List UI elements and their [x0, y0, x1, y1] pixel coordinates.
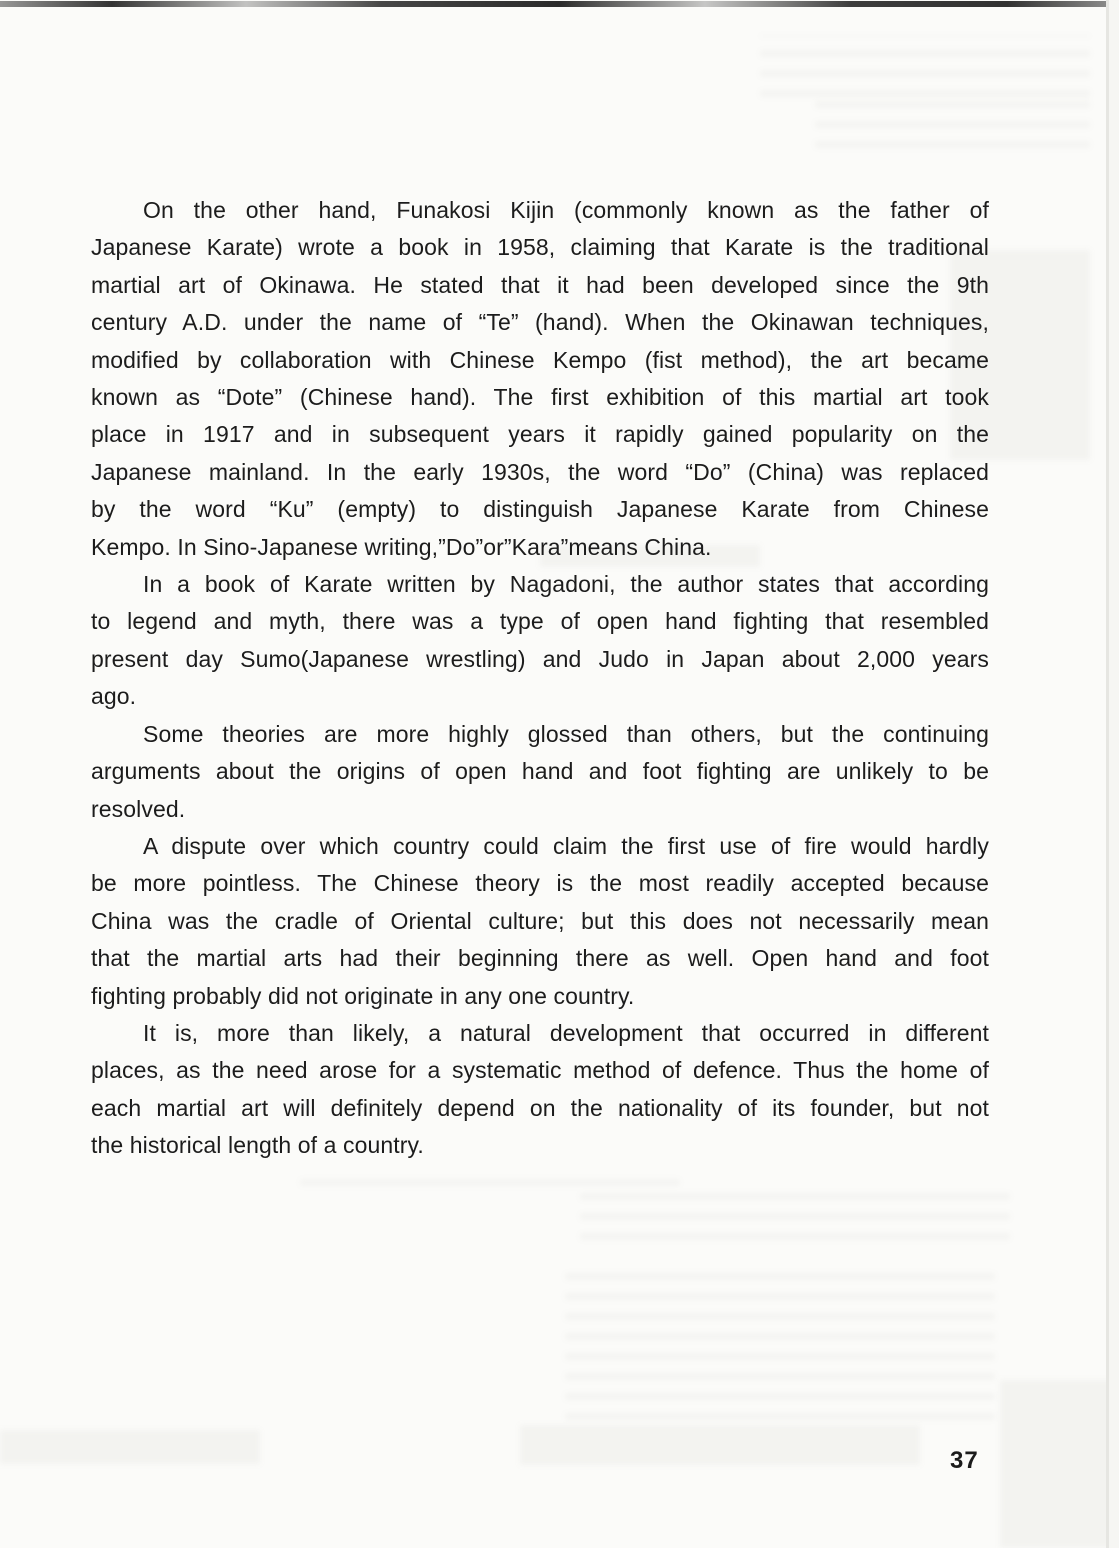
paragraph — [91, 828, 989, 1015]
text-line: In a book of Karate written by Nagadoni, the author states that according — [143, 571, 989, 598]
text-line: by the word “Ku” (empty) to distinguish Japanese Karate from Chinese — [91, 496, 989, 523]
text-line: the historical length of a country. — [91, 1132, 424, 1159]
text-line: Japanese Karate) wrote a book in 1958, claiming that Karate is the traditional — [91, 234, 989, 261]
paragraph — [91, 716, 989, 828]
paragraph — [91, 192, 989, 566]
bleed-through-smudge — [1000, 1380, 1119, 1548]
text-line: Japanese mainland. In the early 1930s, the word “Do” (China) was replaced — [91, 458, 989, 485]
text-line: A dispute over which country could claim the first use of fire would hardly — [143, 832, 989, 859]
text-line: China was the cradle of Oriental culture; but this does not necessarily mean — [91, 907, 989, 934]
text-line: Kempo. In Sino-Japanese writing,”Do”or”Kara”means China. — [91, 533, 712, 560]
text-line: places, as the need arose for a systematic method of defence. Thus the home of — [91, 1057, 989, 1084]
text-line: to legend and myth, there was a type of open hand fighting that resembled — [91, 608, 989, 635]
page-edge-strip — [1109, 0, 1119, 1548]
text-line: each martial art will definitely depend on the nationality of its founder, but not — [91, 1094, 989, 1121]
scan-edge-bar — [0, 1, 1119, 7]
text-line: that the martial arts had their beginning there as well. Open hand and foot — [91, 945, 989, 972]
text-line: be more pointless. The Chinese theory is the most readily accepted because — [91, 870, 989, 897]
text-line: It is, more than likely, a natural development that occurred in different — [143, 1019, 989, 1046]
text-line: fighting probably did not originate in any one country. — [91, 982, 635, 1009]
text-line: martial art of Okinawa. He stated that it had been developed since the 9th — [91, 271, 989, 298]
text-block — [91, 192, 989, 1165]
text-line: arguments about the origins of open hand and foot fighting are unlikely to be — [91, 758, 989, 785]
bleed-through-smudge — [0, 1430, 260, 1464]
text-line: present day Sumo(Japanese wrestling) and Judo in Japan about 2,000 years — [91, 645, 989, 672]
text-line: Some theories are more highly glossed than others, but the continuing — [143, 720, 989, 747]
text-line: modified by collaboration with Chinese Kempo (fist method), the art became — [91, 346, 989, 373]
bleed-through-smudge — [520, 1425, 920, 1465]
bleed-through-smudge — [580, 1180, 1010, 1240]
text-line: place in 1917 and in subsequent years it rapidly gained popularity on the — [91, 421, 989, 448]
text-line: known as “Dote” (Chinese hand). The first exhibition of this martial art took — [91, 384, 989, 411]
paragraph — [91, 566, 989, 716]
text-line: resolved. — [91, 795, 186, 822]
text-line: ago. — [91, 683, 137, 710]
bleed-through-smudge — [815, 100, 1090, 148]
bleed-through-smudge — [300, 1168, 680, 1186]
text-line: On the other hand, Funakosi Kijin (commonly known as the father of — [143, 197, 989, 223]
paragraph — [91, 1015, 989, 1165]
text-line: century A.D. under the name of “Te” (hand). When the Okinawan techniques, — [91, 309, 989, 336]
bleed-through-smudge — [565, 1270, 995, 1420]
bleed-through-smudge — [760, 35, 1090, 97]
page-number: 37 — [950, 1447, 979, 1474]
